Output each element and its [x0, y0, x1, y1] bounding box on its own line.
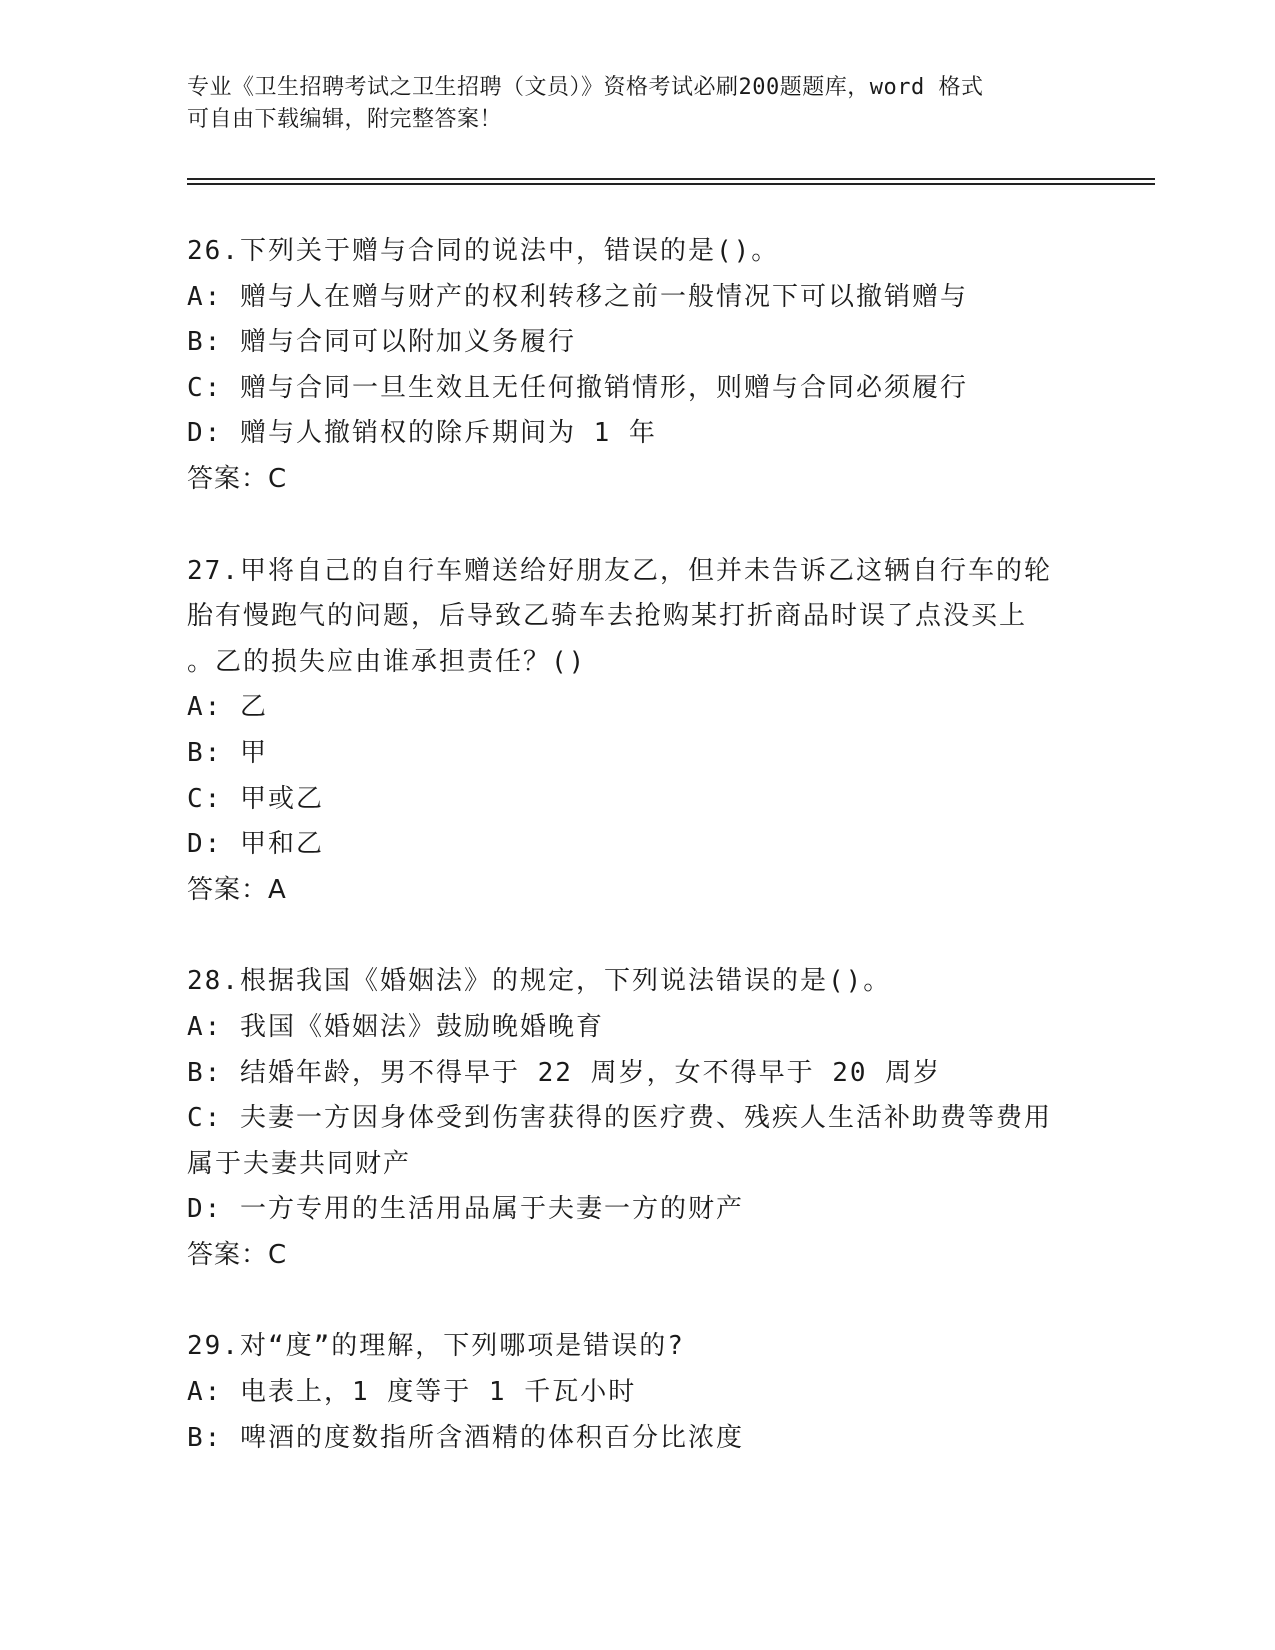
question-text: 28.根据我国《婚姻法》的规定，下列说法错误的是()。 [187, 966, 892, 997]
answer: 答案：A [187, 874, 287, 905]
option-d: D: 一方专用的生活用品属于夫妻一方的财产 [187, 1194, 744, 1225]
answer: 答案：C [187, 463, 288, 494]
header-divider-top [187, 178, 1155, 180]
option-a: A: 乙 [187, 692, 268, 723]
option-c: C: 甲或乙 [187, 783, 324, 814]
question-text: 26.下列关于赠与合同的说法中，错误的是()。 [187, 236, 780, 266]
answer: 答案：C [187, 1239, 288, 1270]
option-a: A: 我国《婚姻法》鼓励晚婚晚育 [187, 1011, 604, 1042]
option-d: D: 甲和乙 [187, 829, 324, 860]
document-header [187, 72, 1087, 136]
option-b: B: 结婚年龄，男不得早于 22 周岁，女不得早于 20 周岁 [187, 1057, 942, 1088]
header-divider-bottom [187, 183, 1155, 185]
header-line-1: 专业《卫生招聘考试之卫生招聘（文员）》资格考试必刷200题题库，word 格式 [187, 75, 984, 100]
option-b: B: 啤酒的度数指所含酒精的体积百分比浓度 [187, 1422, 744, 1453]
option-a: A: 电表上，1 度等于 1 千瓦小时 [187, 1377, 637, 1408]
option-c-continued: 属于夫妻共同财产 [187, 1148, 412, 1179]
question-26 [187, 229, 1087, 503]
question-list [187, 229, 1087, 1507]
header-line-2: 可自由下载编辑，附完整答案！ [187, 107, 503, 132]
question-27 [187, 549, 1087, 914]
option-c: C: 夫妻一方因身体受到伤害获得的医疗费、残疾人生活补助费等费用 [187, 1103, 1052, 1134]
option-c: C: 赠与合同一旦生效且无任何撤销情形，则赠与合同必须履行 [187, 372, 968, 403]
question-28 [187, 959, 1087, 1278]
question-text: 27.甲将自己的自行车赠送给好朋友乙，但并未告诉乙这辆自行车的轮 [187, 555, 1052, 586]
question-text: 胎有慢跑气的问题，后导致乙骑车去抢购某打折商品时误了点没买上 [187, 601, 1028, 632]
option-d: D: 赠与人撤销权的除斥期间为 1 年 [187, 418, 657, 449]
option-a: A: 赠与人在赠与财产的权利转移之前一般情况下可以撤销赠与 [187, 281, 968, 312]
option-b: B: 赠与合同可以附加义务履行 [187, 327, 576, 358]
question-text: 。乙的损失应由谁承担责任？() [187, 646, 587, 677]
option-b: B: 甲 [187, 737, 268, 768]
question-text: 29.对“度”的理解，下列哪项是错误的? [187, 1331, 685, 1362]
question-29 [187, 1324, 1087, 1461]
